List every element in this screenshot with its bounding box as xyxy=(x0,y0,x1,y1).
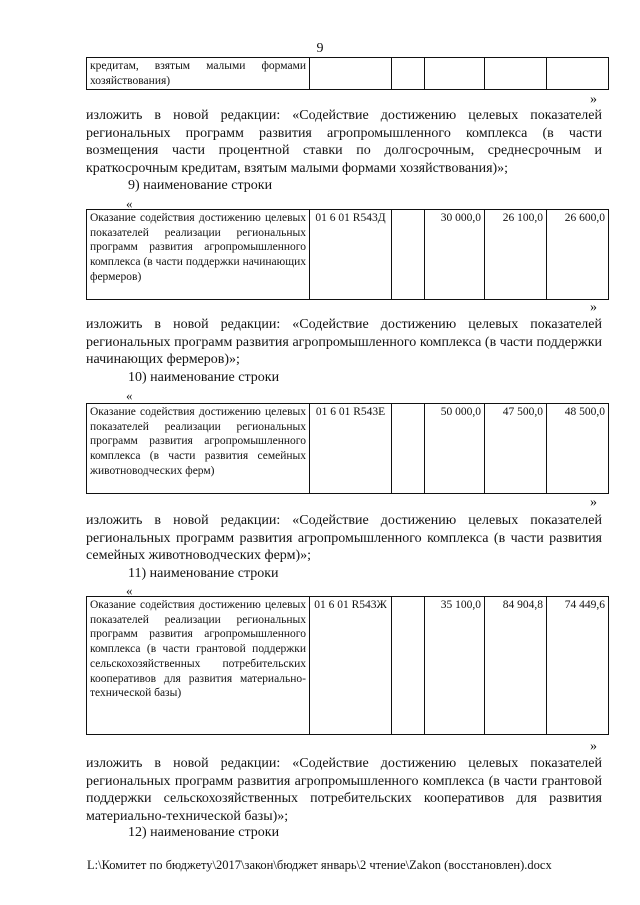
row-code-cell: 01 6 01 R543Ж xyxy=(310,597,392,735)
value-cell-3 xyxy=(547,58,609,90)
value-cell-2: 47 500,0 xyxy=(485,404,547,494)
empty-cell xyxy=(392,210,425,300)
value-cell-1: 30 000,0 xyxy=(425,210,485,300)
footer-file-path: L:\Комитет по бюджету\2017\закон\бюджет январь\2 чтение\Zakon (восстановлен).docx xyxy=(87,858,552,872)
empty-cell xyxy=(392,58,425,90)
amendment-paragraph: изложить в новой редакции: «Содействие достижению целевых показателей региональных программ развития агропромышленного комплекса (в части возмещения части процентной ставки по долгосрочным, среднесрочным и краткосрочным кредитам, взятым малыми формами хозяйствования)»; xyxy=(86,108,602,176)
value-cell-3: 48 500,0 xyxy=(547,404,609,494)
row-code-cell: 01 6 01 R543Е xyxy=(310,404,392,494)
row-name-cell: Оказание содействия достижению целевых показателей реализации региональных программ развития агропромышленного комплекса (в части развития семейных животноводческих ферм) xyxy=(87,404,310,494)
closing-quote: » xyxy=(590,92,597,107)
value-cell-3: 74 449,6 xyxy=(547,597,609,735)
amendment-paragraph: изложить в новой редакции: «Содействие достижению целевых показателей региональных программ развития агропромышленного комплекса (в части развития семейных животноводческих ферм)»; xyxy=(86,513,602,563)
budget-row-table-continued xyxy=(86,57,609,90)
item-heading: 11) наименование строки xyxy=(128,566,279,581)
value-cell-1: 50 000,0 xyxy=(425,404,485,494)
value-cell-1 xyxy=(425,58,485,90)
item-heading: 10) наименование строки xyxy=(128,370,280,385)
value-cell-2: 84 904,8 xyxy=(485,597,547,735)
closing-quote: » xyxy=(590,739,597,754)
row-code-cell: 01 6 01 R543Д xyxy=(310,210,392,300)
closing-quote: » xyxy=(590,300,597,315)
opening-quote: « xyxy=(126,583,133,598)
budget-row-table xyxy=(86,403,609,494)
page-number: 9 xyxy=(316,41,324,56)
row-name-cell: кредитам, взятым малыми формами хозяйствования) xyxy=(87,58,310,90)
row-name-cell: Оказание содействия достижению целевых показателей реализации региональных программ развития агропромышленного комплекса (в части поддержки начинающих фермеров) xyxy=(87,210,310,300)
item-heading: 12) наименование строки xyxy=(128,825,280,840)
amendment-paragraph: изложить в новой редакции: «Содействие достижению целевых показателей региональных программ развития агропромышленного комплекса (в части поддержки начинающих фермеров)»; xyxy=(86,317,602,367)
opening-quote: « xyxy=(126,196,133,211)
row-name-cell: Оказание содействия достижению целевых показателей реализации региональных программ развития агропромышленного комплекса (в части грантовой поддержки сельскохозяйственных потребительских кооперативов для развития материально-технической базы) xyxy=(87,597,310,735)
empty-cell xyxy=(392,404,425,494)
value-cell-2: 26 100,0 xyxy=(485,210,547,300)
opening-quote: « xyxy=(126,388,133,403)
row-code-cell xyxy=(310,58,392,90)
budget-row-table xyxy=(86,209,609,300)
item-heading: 9) наименование строки xyxy=(128,178,273,193)
value-cell-2 xyxy=(485,58,547,90)
value-cell-1: 35 100,0 xyxy=(425,597,485,735)
closing-quote: » xyxy=(590,495,597,510)
amendment-paragraph: изложить в новой редакции: «Содействие достижению целевых показателей региональных программ развития агропромышленного комплекса (в части грантовой поддержки сельскохозяйственных потребительских кооперативов для развития материально-технической базы)»; xyxy=(86,756,602,824)
empty-cell xyxy=(392,597,425,735)
budget-row-table xyxy=(86,596,609,735)
value-cell-3: 26 600,0 xyxy=(547,210,609,300)
